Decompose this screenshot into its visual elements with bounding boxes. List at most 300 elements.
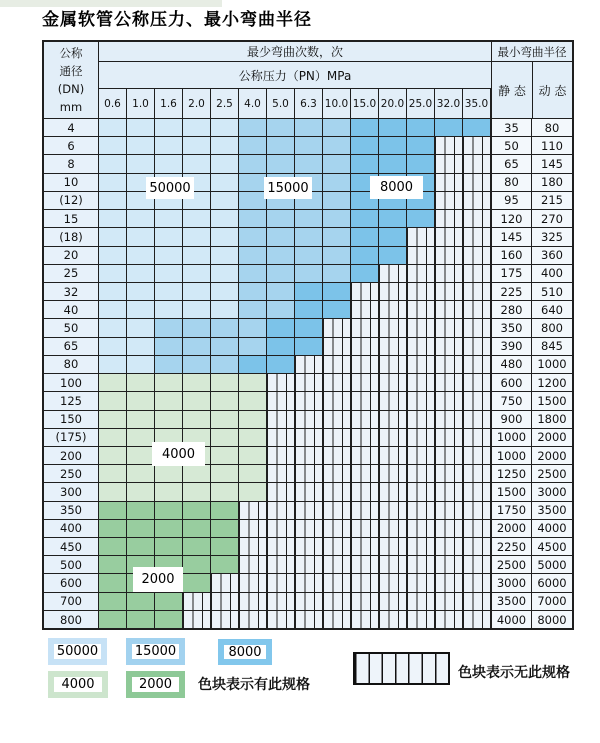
spec-cell <box>379 119 407 136</box>
spec-cell <box>211 137 239 154</box>
no-spec-cell <box>351 538 379 555</box>
no-spec-cell <box>323 593 351 610</box>
spec-cell <box>183 283 211 300</box>
spec-cell <box>155 265 183 282</box>
dynamic-radius-cell: 3000 <box>532 483 572 500</box>
dn-cell: (18) <box>44 228 99 245</box>
table-row <box>44 355 572 373</box>
no-spec-cell <box>463 392 491 409</box>
dn-cell: 600 <box>44 574 99 591</box>
no-spec-cell <box>239 502 267 519</box>
spec-cell <box>211 356 239 373</box>
spec-cell <box>127 247 155 264</box>
spec-cell <box>155 356 183 373</box>
no-spec-cell <box>435 538 463 555</box>
dynamic-radius-cell: 7000 <box>532 593 572 610</box>
no-spec-cell <box>239 520 267 537</box>
static-radius-cell: 600 <box>491 374 532 391</box>
no-spec-cell <box>407 319 435 336</box>
spec-cell <box>295 301 323 318</box>
spec-cell <box>211 155 239 172</box>
no-spec-cell <box>267 502 295 519</box>
no-spec-cell <box>323 429 351 446</box>
legend-swatch-8000: 8000 <box>218 639 272 665</box>
table-header <box>44 42 572 118</box>
dn-cell: 50 <box>44 319 99 336</box>
pressure-header-cell: 1.0 <box>127 89 155 118</box>
dn-header-line: mm <box>59 100 83 114</box>
table-row <box>44 446 572 464</box>
no-spec-cell <box>351 319 379 336</box>
spec-cell <box>239 228 267 245</box>
no-spec-cell <box>435 502 463 519</box>
table-row <box>44 519 572 537</box>
spec-cell <box>267 356 295 373</box>
spec-cell <box>267 247 295 264</box>
no-spec-cell <box>351 374 379 391</box>
no-spec-cell <box>463 265 491 282</box>
spec-cell <box>127 265 155 282</box>
table-row <box>44 610 572 628</box>
legend-swatch-2000: 2000 <box>126 671 185 698</box>
legend-swatch-4000: 4000 <box>48 671 108 698</box>
no-spec-cell <box>407 411 435 428</box>
spec-cell <box>155 155 183 172</box>
static-radius-cell: 4000 <box>491 611 532 628</box>
spec-cell <box>155 283 183 300</box>
no-spec-cell <box>435 392 463 409</box>
no-spec-cell <box>407 447 435 464</box>
spec-cell <box>99 210 127 227</box>
no-spec-cell <box>211 574 239 591</box>
dn-cell: 6 <box>44 137 99 154</box>
no-spec-cell <box>239 593 267 610</box>
spec-cell <box>239 119 267 136</box>
no-spec-cell <box>323 538 351 555</box>
dn-cell: 300 <box>44 483 99 500</box>
no-spec-cell <box>351 593 379 610</box>
table-row <box>44 373 572 391</box>
no-spec-cell <box>407 374 435 391</box>
no-spec-cell <box>295 556 323 573</box>
no-spec-cell <box>435 283 463 300</box>
spec-cell <box>127 447 155 464</box>
spec-cell <box>127 137 155 154</box>
no-spec-cell <box>323 556 351 573</box>
spec-cell <box>183 247 211 264</box>
spec-cell <box>239 210 267 227</box>
dn-cell: 400 <box>44 520 99 537</box>
no-spec-cell <box>379 465 407 482</box>
no-spec-cell <box>435 556 463 573</box>
no-spec-cell <box>295 538 323 555</box>
no-spec-cell <box>407 574 435 591</box>
no-spec-cell <box>463 447 491 464</box>
legend-swatch-50000: 50000 <box>48 638 107 665</box>
no-spec-cell <box>435 137 463 154</box>
spec-cell <box>99 574 127 591</box>
no-spec-cell <box>351 411 379 428</box>
no-spec-cell <box>267 392 295 409</box>
spec-cell <box>239 447 267 464</box>
no-spec-cell <box>267 447 295 464</box>
spec-cell <box>127 502 155 519</box>
dynamic-radius-cell: 6000 <box>532 574 572 591</box>
zone-label-8000: 8000 <box>370 176 423 199</box>
no-spec-cell <box>295 356 323 373</box>
spec-cell <box>99 319 127 336</box>
dynamic-header: 动 态 <box>533 62 572 118</box>
static-radius-cell: 900 <box>491 411 532 428</box>
no-spec-cell <box>407 356 435 373</box>
spec-cell <box>379 210 407 227</box>
static-dynamic-header <box>492 62 572 118</box>
dn-cell: 40 <box>44 301 99 318</box>
no-spec-cell <box>323 392 351 409</box>
no-spec-cell <box>351 611 379 628</box>
spec-cell <box>295 155 323 172</box>
spec-cell <box>183 210 211 227</box>
static-radius-cell: 225 <box>491 283 532 300</box>
no-spec-cell <box>463 483 491 500</box>
spec-cell <box>127 319 155 336</box>
no-spec-cell <box>267 411 295 428</box>
no-spec-cell <box>435 374 463 391</box>
spec-cell <box>183 356 211 373</box>
spec-cell <box>155 247 183 264</box>
spec-cell <box>155 611 183 628</box>
spec-cell <box>127 283 155 300</box>
spec-cell <box>99 301 127 318</box>
dynamic-radius-cell: 180 <box>532 174 572 191</box>
spec-cell <box>351 228 379 245</box>
legend-swatch-15000: 15000 <box>126 638 185 665</box>
spec-cell <box>211 210 239 227</box>
spec-cell <box>211 502 239 519</box>
spec-cell <box>379 247 407 264</box>
spec-cell <box>239 338 267 355</box>
table-row <box>44 264 572 282</box>
no-spec-cell <box>435 465 463 482</box>
dynamic-radius-cell: 4000 <box>532 520 572 537</box>
static-radius-cell: 2500 <box>491 556 532 573</box>
spec-cell <box>211 247 239 264</box>
table-row <box>44 209 572 227</box>
spec-cell <box>295 137 323 154</box>
no-spec-cell <box>379 593 407 610</box>
spec-cell <box>379 155 407 172</box>
dn-cell: 25 <box>44 265 99 282</box>
no-spec-cell <box>407 429 435 446</box>
dn-cell: 150 <box>44 411 99 428</box>
spec-cell <box>127 593 155 610</box>
pressure-header-cell: 35.0 <box>463 89 491 118</box>
no-spec-cell <box>239 556 267 573</box>
zone-label-2000: 2000 <box>133 567 183 592</box>
no-spec-cell <box>379 483 407 500</box>
spec-cell <box>239 319 267 336</box>
table-row <box>44 464 572 482</box>
spec-cell <box>211 174 239 191</box>
spec-cell <box>99 192 127 209</box>
static-radius-cell: 350 <box>491 319 532 336</box>
no-spec-cell <box>239 538 267 555</box>
dn-header-line: (DN) <box>57 82 85 96</box>
spec-cell <box>155 210 183 227</box>
spec-cell <box>155 593 183 610</box>
pressure-header-cell: 1.6 <box>155 89 183 118</box>
no-spec-cell <box>463 574 491 591</box>
table-row <box>44 391 572 409</box>
no-spec-cell <box>407 593 435 610</box>
no-spec-cell <box>183 611 211 628</box>
spec-cell <box>127 155 155 172</box>
page-title: 金属软管公称压力、最小弯曲半径 <box>42 10 312 30</box>
table-row <box>44 410 572 428</box>
table-row <box>44 246 572 264</box>
pressure-header-cell: 5.0 <box>267 89 295 118</box>
spec-cell <box>99 174 127 191</box>
spec-cell <box>239 356 267 373</box>
spec-cell <box>155 374 183 391</box>
no-spec-cell <box>379 283 407 300</box>
dynamic-radius-cell: 110 <box>532 137 572 154</box>
no-spec-cell <box>295 593 323 610</box>
spec-cell <box>183 155 211 172</box>
spec-cell <box>239 483 267 500</box>
pressure-header-cell: 20.0 <box>379 89 407 118</box>
static-radius-cell: 2000 <box>491 520 532 537</box>
spec-cell <box>239 301 267 318</box>
no-spec-cell <box>463 137 491 154</box>
legend-has-spec-text: 色块表示有此规格 <box>198 677 310 693</box>
no-spec-cell <box>323 338 351 355</box>
dynamic-radius-cell: 2000 <box>532 447 572 464</box>
no-spec-cell <box>463 374 491 391</box>
spec-cell <box>379 228 407 245</box>
no-spec-cell <box>379 556 407 573</box>
spec-cell <box>435 119 463 136</box>
spec-cell <box>239 155 267 172</box>
no-spec-cell <box>379 429 407 446</box>
spec-cell <box>239 192 267 209</box>
spec-cell <box>323 192 351 209</box>
spec-cell <box>183 538 211 555</box>
spec-cell <box>127 520 155 537</box>
dn-column-header <box>44 42 99 118</box>
legend-no-spec-text: 色块表示无此规格 <box>458 665 570 681</box>
spec-cell <box>155 119 183 136</box>
spec-cell <box>211 319 239 336</box>
no-spec-cell <box>435 338 463 355</box>
spec-cell <box>295 210 323 227</box>
no-spec-cell <box>351 356 379 373</box>
table-row <box>44 154 572 172</box>
table-row <box>44 592 572 610</box>
spec-cell <box>155 137 183 154</box>
no-spec-cell <box>267 556 295 573</box>
pressure-header-cell: 32.0 <box>435 89 463 118</box>
spec-cell <box>239 174 267 191</box>
no-spec-cell <box>463 338 491 355</box>
dynamic-radius-cell: 800 <box>532 319 572 336</box>
no-spec-cell <box>379 319 407 336</box>
spec-cell <box>127 465 155 482</box>
no-spec-cell <box>407 483 435 500</box>
no-spec-cell <box>379 574 407 591</box>
spec-cell <box>155 538 183 555</box>
spec-cell <box>295 265 323 282</box>
spec-cell <box>267 265 295 282</box>
dn-cell: 700 <box>44 593 99 610</box>
static-radius-cell: 50 <box>491 137 532 154</box>
no-spec-cell <box>407 538 435 555</box>
dynamic-radius-cell: 5000 <box>532 556 572 573</box>
no-spec-cell <box>351 465 379 482</box>
spec-cell <box>155 483 183 500</box>
no-spec-cell <box>463 247 491 264</box>
spec-cell <box>99 265 127 282</box>
header-middle <box>99 42 491 118</box>
spec-cell <box>323 137 351 154</box>
no-spec-cell <box>323 483 351 500</box>
spec-cell <box>127 411 155 428</box>
dn-header-line: 通径 <box>59 64 83 78</box>
spec-cell <box>211 520 239 537</box>
spec-cell <box>99 392 127 409</box>
static-radius-cell: 80 <box>491 174 532 191</box>
dn-cell: (12) <box>44 192 99 209</box>
no-spec-cell <box>323 411 351 428</box>
spec-cell <box>183 411 211 428</box>
dynamic-radius-cell: 2000 <box>532 429 572 446</box>
no-spec-cell <box>407 338 435 355</box>
no-spec-cell <box>435 411 463 428</box>
no-spec-cell <box>463 228 491 245</box>
spec-cell <box>323 228 351 245</box>
table-row <box>44 227 572 245</box>
table-row <box>44 555 572 573</box>
dynamic-radius-cell: 510 <box>532 283 572 300</box>
spec-cell <box>351 265 379 282</box>
spec-cell <box>407 137 435 154</box>
no-spec-cell <box>379 447 407 464</box>
pressure-header: 公称压力（PN）MPa <box>99 62 491 89</box>
dn-cell: 250 <box>44 465 99 482</box>
no-spec-cell <box>463 283 491 300</box>
no-spec-cell <box>295 483 323 500</box>
no-spec-cell <box>379 611 407 628</box>
spec-cell <box>183 338 211 355</box>
no-spec-cell <box>435 228 463 245</box>
table-row <box>44 428 572 446</box>
spec-cell <box>211 228 239 245</box>
spec-cell <box>211 447 239 464</box>
spec-cell <box>323 174 351 191</box>
zone-label-4000: 4000 <box>152 442 205 466</box>
min-radius-header-block <box>491 42 572 118</box>
no-spec-cell <box>351 483 379 500</box>
no-spec-cell <box>435 483 463 500</box>
dynamic-radius-cell: 8000 <box>532 611 572 628</box>
no-spec-cell <box>351 447 379 464</box>
spec-cell <box>295 338 323 355</box>
spec-cell <box>155 301 183 318</box>
spec-cell <box>323 265 351 282</box>
spec-cell <box>267 155 295 172</box>
no-spec-cell <box>435 155 463 172</box>
spec-cell <box>127 611 155 628</box>
static-radius-cell: 120 <box>491 210 532 227</box>
spec-cell <box>99 356 127 373</box>
spec-cell <box>239 465 267 482</box>
spec-cell <box>323 283 351 300</box>
table-row <box>44 282 572 300</box>
zone-label-50000: 50000 <box>146 177 194 199</box>
spec-cell <box>155 465 183 482</box>
spec-cell <box>323 301 351 318</box>
spec-cell <box>323 119 351 136</box>
dynamic-radius-cell: 1200 <box>532 374 572 391</box>
table-row <box>44 482 572 500</box>
spec-cell <box>351 137 379 154</box>
spec-cell <box>155 502 183 519</box>
spec-cell <box>99 538 127 555</box>
spec-cell <box>99 411 127 428</box>
no-spec-cell <box>435 210 463 227</box>
spec-cell <box>295 283 323 300</box>
dynamic-radius-cell: 215 <box>532 192 572 209</box>
spec-cell <box>127 338 155 355</box>
spec-cell <box>127 392 155 409</box>
spec-table <box>42 40 574 630</box>
spec-cell <box>351 155 379 172</box>
spec-cell <box>211 483 239 500</box>
spec-cell <box>155 338 183 355</box>
table-row <box>44 537 572 555</box>
legend-no-spec-swatch <box>353 652 450 685</box>
spec-cell <box>295 119 323 136</box>
no-spec-cell <box>295 392 323 409</box>
spec-cell <box>211 392 239 409</box>
spec-cell <box>211 119 239 136</box>
no-spec-cell <box>267 429 295 446</box>
no-spec-cell <box>379 301 407 318</box>
static-radius-cell: 1250 <box>491 465 532 482</box>
no-spec-cell <box>267 483 295 500</box>
table-row <box>44 300 572 318</box>
spec-cell <box>267 228 295 245</box>
dn-cell: 4 <box>44 119 99 136</box>
no-spec-cell <box>323 356 351 373</box>
spec-cell <box>351 119 379 136</box>
spec-cell <box>183 392 211 409</box>
no-spec-cell <box>463 356 491 373</box>
spec-cell <box>183 137 211 154</box>
no-spec-cell <box>295 574 323 591</box>
no-spec-cell <box>435 319 463 336</box>
no-spec-cell <box>463 319 491 336</box>
dn-cell: 8 <box>44 155 99 172</box>
pressure-header-cell: 2.5 <box>211 89 239 118</box>
no-spec-cell <box>323 465 351 482</box>
no-spec-cell <box>463 465 491 482</box>
spec-cell <box>155 392 183 409</box>
no-spec-cell <box>435 192 463 209</box>
dn-cell: 800 <box>44 611 99 628</box>
spec-cell <box>407 119 435 136</box>
spec-cell <box>295 247 323 264</box>
